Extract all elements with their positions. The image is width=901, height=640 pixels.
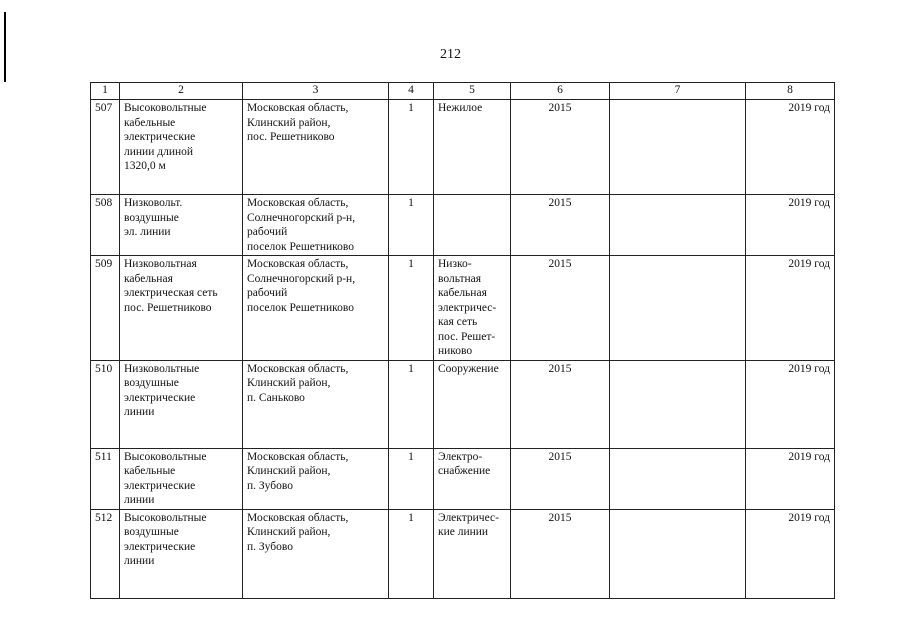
header-col-4: 4 [389,83,434,100]
header-col-2: 2 [120,83,243,100]
cell-col7 [610,195,746,256]
cell-address: Московская область, Клинский район, пос. Решетниково [243,100,389,195]
cell-number: 509 [91,256,120,361]
cell-object-name: Низковольтная кабельная электрическая сеть пос. Решетниково [120,256,243,361]
cell-type [434,195,511,256]
cell-year: 2015 [511,448,610,509]
cell-number: 510 [91,360,120,448]
cell-address: Московская область, Солнечногорский р-н, рабочий поселок Решетниково [243,256,389,361]
cell-col8: 2019 год [746,100,835,195]
cell-col8: 2019 год [746,195,835,256]
header-col-8: 8 [746,83,835,100]
cell-quantity: 1 [389,195,434,256]
cell-address: Московская область, Солнечногорский р-н, рабочий поселок Решетниково [243,195,389,256]
registry-table [90,82,835,599]
cell-year: 2015 [511,509,610,598]
page-number: 212 [440,47,461,62]
cell-year: 2015 [511,360,610,448]
header-col-6: 6 [511,83,610,100]
cell-type: Электричес- кие линии [434,509,511,598]
cell-col8: 2019 год [746,256,835,361]
table-row [91,360,835,448]
header-col-7: 7 [610,83,746,100]
cell-col8: 2019 год [746,509,835,598]
cell-year: 2015 [511,195,610,256]
table-row [91,100,835,195]
cell-quantity: 1 [389,256,434,361]
cell-number: 507 [91,100,120,195]
cell-number: 508 [91,195,120,256]
cell-number: 511 [91,448,120,509]
table-row [91,195,835,256]
cell-col7 [610,360,746,448]
cell-year: 2015 [511,100,610,195]
cell-address: Московская область, Клинский район, п. Зубово [243,509,389,598]
cell-object-name: Высоковольтные кабельные электрические линии длиной 1320,0 м [120,100,243,195]
cell-col7 [610,100,746,195]
header-col-5: 5 [434,83,511,100]
cell-address: Московская область, Клинский район, п. Зубово [243,448,389,509]
table-row [91,509,835,598]
table-row [91,256,835,361]
cell-type: Низко- вольтная кабельная электричес- кая сеть пос. Решет- никово [434,256,511,361]
cell-col7 [610,509,746,598]
header-col-1: 1 [91,83,120,100]
cell-number: 512 [91,509,120,598]
header-col-3: 3 [243,83,389,100]
cell-col7 [610,256,746,361]
cell-type: Сооружение [434,360,511,448]
cell-col8: 2019 год [746,448,835,509]
cell-address: Московская область, Клинский район, п. Саньково [243,360,389,448]
cell-quantity: 1 [389,509,434,598]
cell-col7 [610,448,746,509]
cell-quantity: 1 [389,360,434,448]
cell-year: 2015 [511,256,610,361]
cell-object-name: Низковольтные воздушные электрические линии [120,360,243,448]
cell-type: Электро- снабжение [434,448,511,509]
table-row [91,448,835,509]
cell-quantity: 1 [389,448,434,509]
cell-object-name: Низковольт. воздушные эл. линии [120,195,243,256]
cell-quantity: 1 [389,100,434,195]
table-header-row [91,83,835,100]
cell-object-name: Высоковольтные кабельные электрические линии [120,448,243,509]
cell-col8: 2019 год [746,360,835,448]
cell-object-name: Высоковольтные воздушные электрические линии [120,509,243,598]
cell-type: Нежилое [434,100,511,195]
